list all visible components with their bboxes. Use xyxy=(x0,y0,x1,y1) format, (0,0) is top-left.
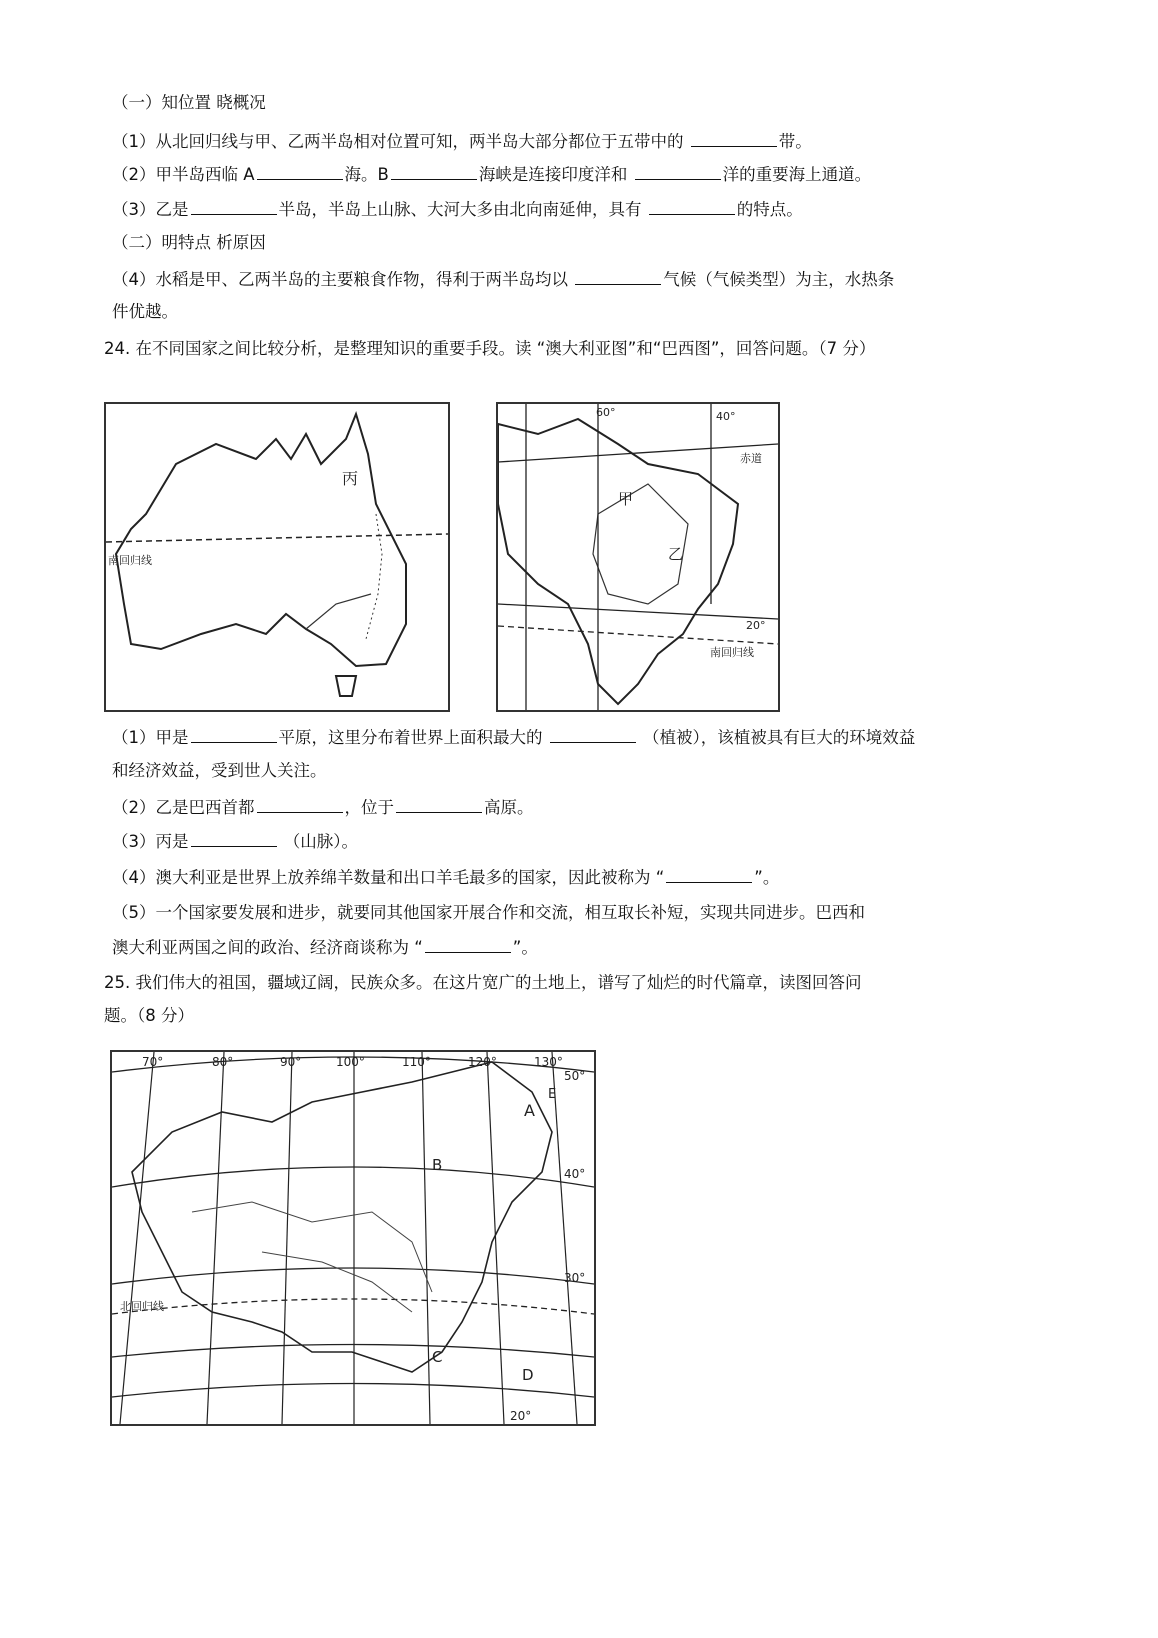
answer-blank[interactable] xyxy=(191,726,277,743)
q24-sub5: （5）一个国家要发展和进步，就要同其他国家开展合作和交流，相互取长补短，实现共同进步。巴西和 xyxy=(112,903,865,922)
answer-blank[interactable] xyxy=(635,163,721,180)
lon-90: 90° xyxy=(280,1055,302,1069)
question-3 xyxy=(112,198,803,221)
lon-80: 80° xyxy=(212,1055,234,1069)
s1-text-b: 平原，这里分布着世界上面积最大的 xyxy=(278,728,548,747)
q24-sub1 xyxy=(112,726,915,749)
label-40: 40° xyxy=(716,410,736,423)
answer-blank[interactable] xyxy=(257,796,343,813)
q1-text-b: 带。 xyxy=(778,132,812,151)
answer-blank[interactable] xyxy=(391,163,477,180)
lon-110: 110° xyxy=(402,1055,431,1069)
q1-text-a: （1）从北回归线与甲、乙两半岛相对位置可知，两半岛大部分都位于五带中的 xyxy=(112,132,689,151)
label-a: A xyxy=(524,1101,535,1120)
answer-blank[interactable] xyxy=(396,796,482,813)
s5-text-c: ”。 xyxy=(512,938,538,957)
q24-sub5-cont xyxy=(112,936,538,959)
lon-100: 100° xyxy=(336,1055,365,1069)
lon-120: 120° xyxy=(468,1055,497,1069)
s2-text-a: （2）乙是巴西首都 xyxy=(112,798,255,817)
section1-heading: （一）知位置 晓概况 xyxy=(112,93,266,112)
s3-text-b: （山脉）。 xyxy=(278,832,358,851)
q2-text-b: 海。B xyxy=(344,165,389,184)
q3-text-b: 半岛，半岛上山脉、大河大多由北向南延伸，具有 xyxy=(278,200,647,219)
q24-sub4 xyxy=(112,866,779,889)
q25-title-cont: 题。（8 分） xyxy=(104,1006,194,1025)
china-map xyxy=(110,1050,596,1426)
q24-sub2 xyxy=(112,796,534,819)
answer-blank[interactable] xyxy=(649,198,735,215)
answer-blank[interactable] xyxy=(550,726,636,743)
q25-title: 25. 我们伟大的祖国，疆域辽阔，民族众多。在这片宽广的土地上，谱写了灿烂的时代篇章，读图回答问 xyxy=(104,973,862,992)
s5-text-b: 澳大利亚两国之间的政治、经济商谈称为 “ xyxy=(112,938,423,957)
q24-sub3 xyxy=(112,830,358,853)
q24-title: 24. 在不同国家之间比较分析，是整理知识的重要手段。读 “澳大利亚图”和“巴西图”，回答问题。（7 分） xyxy=(104,339,876,358)
label-20: 20° xyxy=(746,619,766,632)
s1-text-c: （植被），该植被具有巨大的环境效益 xyxy=(637,728,916,747)
lon-130: 130° xyxy=(534,1055,563,1069)
lat-20: 20° xyxy=(510,1409,532,1423)
label-c: C xyxy=(432,1348,443,1366)
label-yi: 乙 xyxy=(668,545,684,563)
q3-text-a: （3）乙是 xyxy=(112,200,189,219)
label-60: 60° xyxy=(596,406,616,419)
s2-text-b: ，位于 xyxy=(344,798,394,817)
question-4 xyxy=(112,268,894,291)
australia-map xyxy=(104,402,450,712)
label-b: B xyxy=(432,1156,443,1174)
s3-text-a: （3）丙是 xyxy=(112,832,189,851)
label-bing: 丙 xyxy=(342,469,359,488)
label-tropic-capricorn: 南回归线 xyxy=(108,554,152,567)
s1-text-a: （1）甲是 xyxy=(112,728,189,747)
q2-text-a: （2）甲半岛西临 A xyxy=(112,165,255,184)
answer-blank[interactable] xyxy=(425,936,511,953)
answer-blank[interactable] xyxy=(257,163,343,180)
q4-text-a: （4）水稻是甲、乙两半岛的主要粮食作物，得利于两半岛均以 xyxy=(112,270,574,289)
section2-heading: （二）明特点 析原因 xyxy=(112,233,266,252)
question-1 xyxy=(112,130,812,153)
answer-blank[interactable] xyxy=(666,866,752,883)
s4-text-a: （4）澳大利亚是世界上放养绵羊数量和出口羊毛最多的国家，因此被称为 “ xyxy=(112,868,665,887)
lat-30: 30° xyxy=(564,1271,586,1285)
question-2 xyxy=(112,163,871,186)
q2-text-c: 海峡是连接印度洋和 xyxy=(478,165,633,184)
label-e: E xyxy=(548,1087,557,1102)
lon-70: 70° xyxy=(142,1055,164,1069)
lat-50: 50° xyxy=(564,1069,586,1083)
q3-text-c: 的特点。 xyxy=(736,200,803,219)
label-tropic-capricorn: 南回归线 xyxy=(710,646,754,659)
label-tropic-cancer: 北回归线 xyxy=(120,1300,164,1313)
label-d: D xyxy=(522,1366,534,1384)
answer-blank[interactable] xyxy=(575,268,661,285)
q2-text-d: 洋的重要海上通道。 xyxy=(722,165,872,184)
answer-blank[interactable] xyxy=(191,198,277,215)
s2-text-c: 高原。 xyxy=(484,798,534,817)
lat-40: 40° xyxy=(564,1167,586,1181)
brazil-map xyxy=(496,402,780,712)
q24-sub1-cont: 和经济效益，受到世人关注。 xyxy=(112,761,327,780)
answer-blank[interactable] xyxy=(691,130,777,147)
q4-text-b: 气候（气候类型）为主，水热条 xyxy=(663,270,895,289)
answer-blank[interactable] xyxy=(191,830,277,847)
label-equator: 赤道 xyxy=(740,452,762,465)
question-4-cont: 件优越。 xyxy=(112,302,178,321)
s4-text-b: ”。 xyxy=(754,868,780,887)
label-jia: 甲 xyxy=(618,490,634,508)
